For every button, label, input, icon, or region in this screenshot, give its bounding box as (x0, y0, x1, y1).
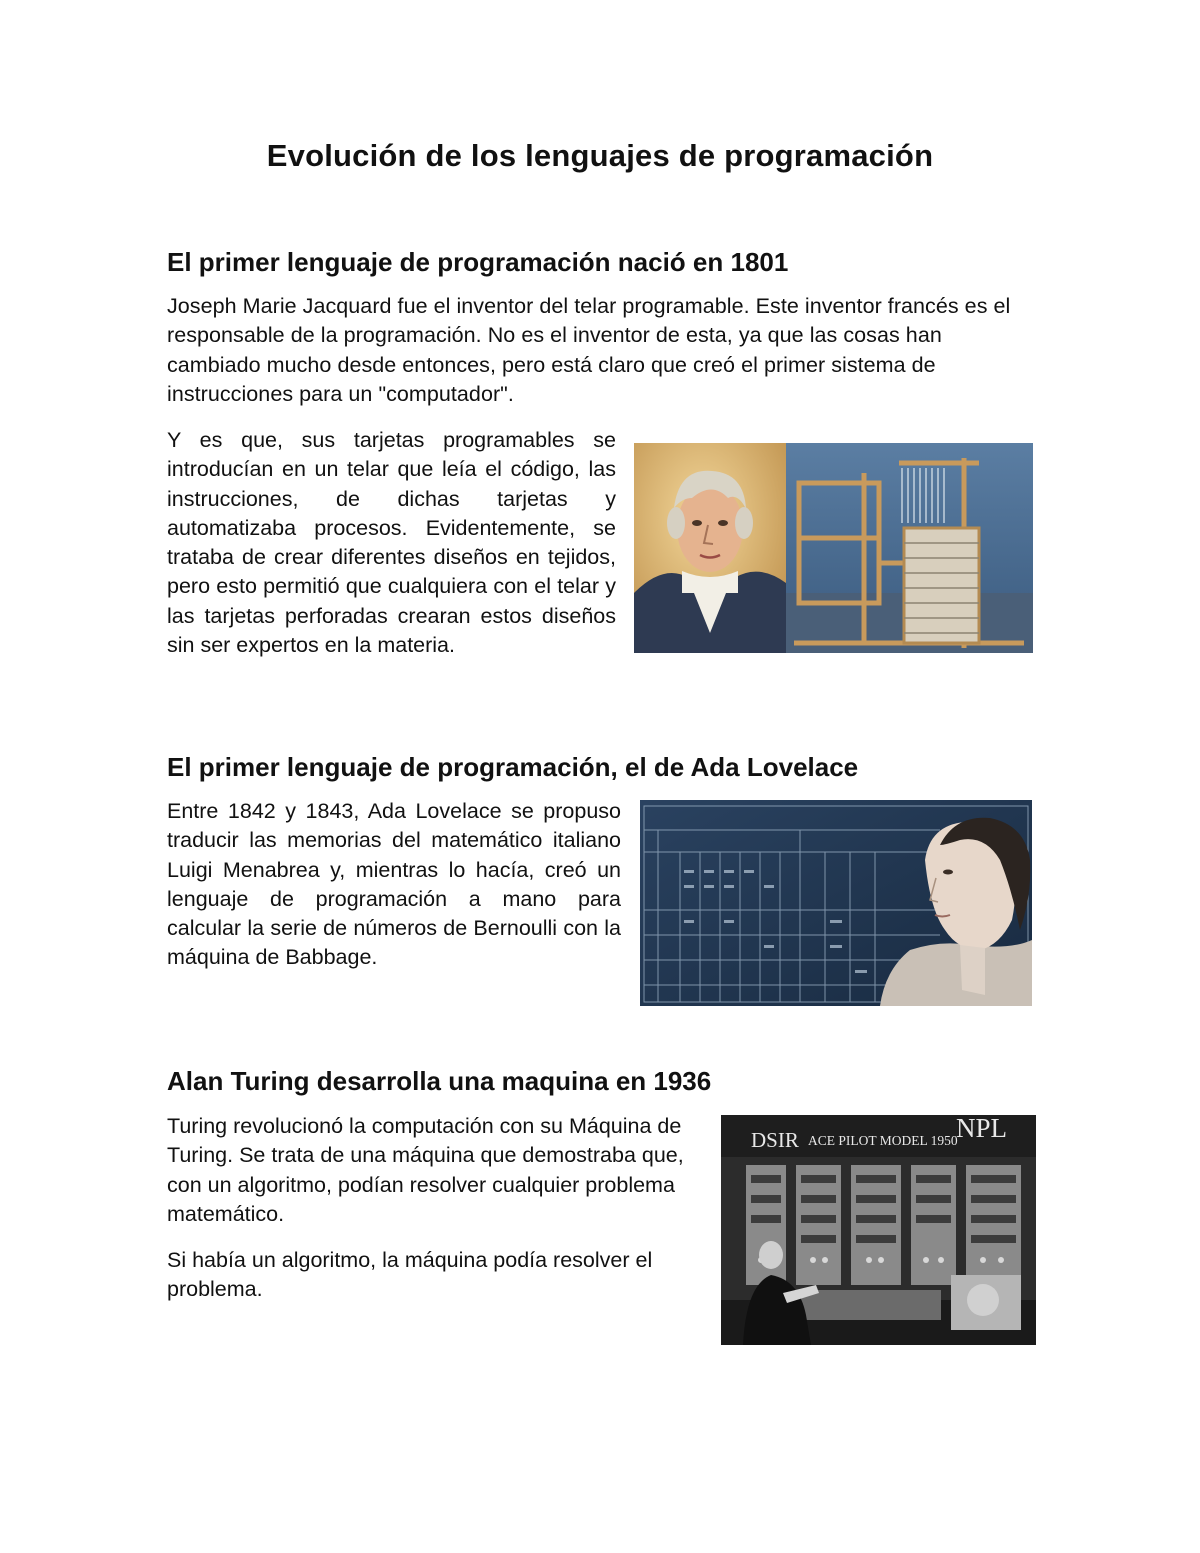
paragraph-jacquard-intro: Joseph Marie Jacquard fue el inventor del telar programable. Este inventor francés es el responsable de la programación. No es el inventor de esta, ya que las cosas han cambiado mucho desde entonces, pero está claro que creó el primer sistema de instrucciones para un "computador". (167, 294, 1011, 406)
sign-dsir: DSIR (751, 1128, 799, 1152)
paragraph-turing-algorithm: Si había un algoritmo, la máquina podía resolver el problema. (167, 1248, 653, 1302)
paragraph-turing-machine: Turing revolucionó la computación con su Máquina de Turing. Se trata de una máquina que demostraba que, con un algoritmo, podían resolver cualquier problema matemático. (167, 1114, 684, 1226)
sign-npl: NPL (956, 1115, 1008, 1143)
section-heading-jacquard: El primer lenguaje de programación nació en 1801 (167, 247, 789, 277)
jacquard-portrait-and-loom-image (634, 443, 1033, 653)
paragraph-jacquard-cards: Y es que, sus tarjetas programables se introducían en un telar que leía el código, las instrucciones, de dichas tarjetas y automatizaba procesos. Evidentemente, se trataba de crear diferentes diseños en tejidos, pero esto permitió que cualquiera con el telar y las tarjetas perforadas crearan estos diseños sin ser expertos en la materia. (167, 428, 616, 658)
ace-pilot-model-image (721, 1115, 1036, 1345)
section-heading-turing: Alan Turing desarrolla una maquina en 1936 (167, 1066, 712, 1096)
section-heading-lovelace: El primer lenguaje de programación, el de Ada Lovelace (167, 752, 859, 782)
page-title: Evolución de los lenguajes de programación (266, 138, 934, 173)
ada-lovelace-notes-image (640, 800, 1032, 1006)
paragraph-lovelace: Entre 1842 y 1843, Ada Lovelace se propuso traducir las memorias del matemático italiano Luigi Menabrea y, mientras lo hacía, creó un lenguaje de programación a mano para calcular la serie de números de Bernoulli con la máquina de Babbage. (167, 799, 621, 970)
sign-ace-pilot-model: ACE PILOT MODEL 1950 (808, 1133, 958, 1148)
